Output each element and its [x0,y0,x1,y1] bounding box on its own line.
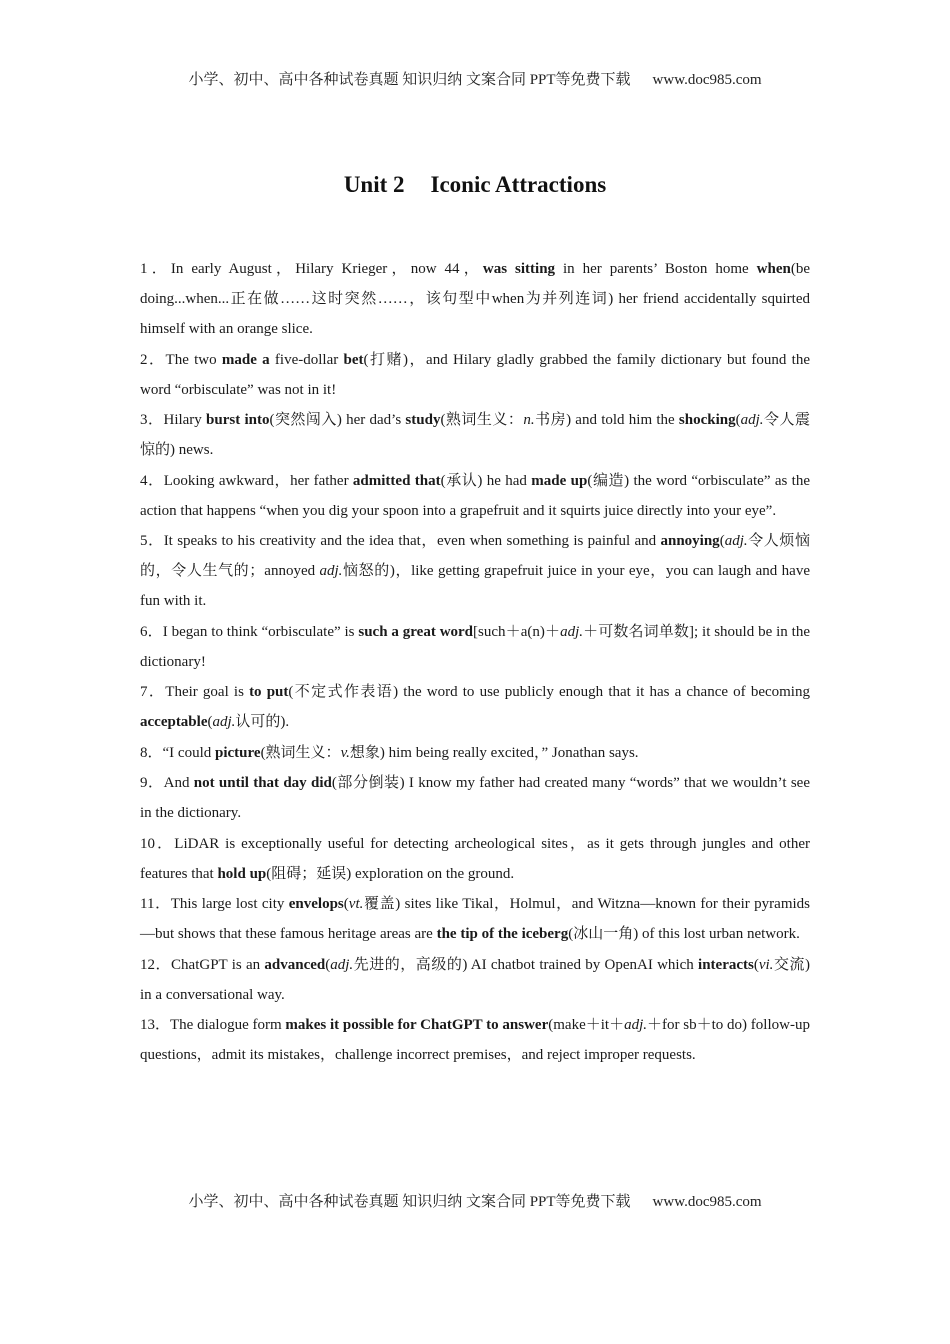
list-item: 8．“I could picture(熟词生义：v.想象) him being really excited，” Jonathan says. [140,744,639,761]
title-name: Iconic Attractions [430,172,607,197]
list-item: 5．It speaks to his creativity and the idea that，even when something is painful and annoying(adj.令人烦恼的，令人生气的；annoyed adj.恼怒的)，like getting grapefruit juice in your eye，you can laugh and have fun with it. [140,533,810,609]
header-site-link[interactable]: www.doc985.com [652,72,762,88]
header-text: 小学、初中、高中各种试卷真题 知识归纳 文案合同 PPT等免费下载 [188,72,631,88]
list-item: 11．This large lost city envelops(vt.覆盖) sites like Tikal，Holmul，and Witzna—known for their pyramids—but shows that these famous heritage areas are the tip of the iceberg(冰山一角) of this lost urban network. [140,896,810,942]
title-unit: Unit 2 [343,172,405,197]
list-item: 13．The dialogue form makes it possible for ChatGPT to answer(make＋it＋adj.＋for sb＋to do) follow-up questions，admit its mistakes，challenge incorrect premises，and reject improper requests. [140,1017,810,1063]
list-item: 1．In early August，Hilary Krieger，now 44，was sitting in her parents’ Boston home when(be doing...when...正在做……这时突然……，该句型中when为并列连词) her friend accidentally squirted himself with an orange slice. [140,261,810,337]
footer-text: 小学、初中、高中各种试卷真题 知识归纳 文案合同 PPT等免费下载 [188,1194,631,1210]
list-item: 2．The two made a five-dollar bet(打赌)，and Hilary gladly grabbed the family dictionary but found the word “orbisculate” was not in it! [140,351,810,398]
list-item: 9．And not until that day did(部分倒装) I know my father had created many “words” that we wouldn’t see in the dictionary. [140,775,810,821]
page-footer [0,1190,950,1211]
page-title [0,172,950,198]
list-item: 12．ChatGPT is an advanced(adj.先进的，高级的) AI chatbot trained by OpenAI which interacts(vi.交流) in a conversational way. [140,956,810,1003]
list-item: 6．I began to think “orbisculate” is such a great word[such＋a(n)＋adj.＋可数名词单数]; it should be in the dictionary! [140,623,810,670]
list-item: 10．LiDAR is exceptionally useful for detecting archeological sites，as it gets through jungles and other features that hold up(阻碍；延误) exploration on the ground. [140,835,810,882]
list-item: 3．Hilary burst into(突然闯入) her dad’s study(熟词生义：n.书房) and told him the shocking(adj.令人震惊的) news. [140,412,811,458]
sentence-list [140,254,810,1071]
footer-site-link[interactable]: www.doc985.com [652,1194,762,1210]
list-item: 7．Their goal is to put(不定式作表语) the word to use publicly enough that it has a chance of becoming acceptable(adj.认可的). [140,684,810,730]
page-header [0,68,950,89]
list-item: 4．Looking awkward，her father admitted that(承认) he had made up(编造) the word “orbisculate” as the action that happens “when you dig your spoon into a grapefruit and it squirts juice directly into your eye”. [140,472,811,519]
